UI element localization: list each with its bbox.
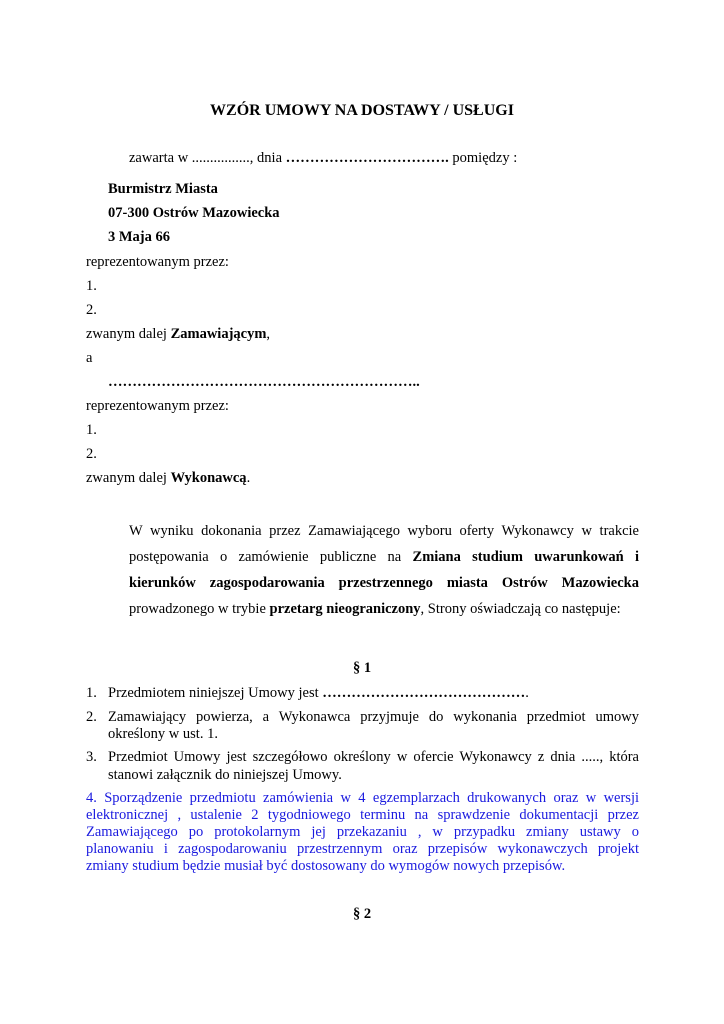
item-1-text-a: Przedmiotem niniejszej Umowy jest bbox=[108, 685, 323, 701]
item-2-number: 2. bbox=[86, 709, 97, 725]
party1-represented: reprezentowanym przez: bbox=[86, 254, 229, 270]
party1-called bbox=[86, 326, 270, 343]
item-4-line-5: zmiany studium będzie musiał być dostosowany do wymogów nowych przepisów. bbox=[86, 858, 566, 874]
party1-called-suffix: , bbox=[266, 326, 271, 342]
preamble-line-2 bbox=[129, 549, 639, 566]
item-1-text-c: . bbox=[525, 685, 529, 701]
section-1-heading: § 1 bbox=[352, 660, 372, 676]
party2-rep-1: 1. bbox=[86, 422, 97, 438]
preamble-line-4-c: , Strony oświadczają co następuje: bbox=[420, 601, 621, 617]
preamble-line-4 bbox=[129, 601, 621, 618]
preamble-line-4-a: prowadzonego w trybie bbox=[129, 601, 270, 617]
party1-called-prefix: zwanym dalej bbox=[86, 326, 171, 342]
party2-called-suffix: . bbox=[246, 470, 251, 486]
party1-postal: 07-300 Ostrów Mazowiecka bbox=[108, 205, 280, 221]
preamble-line-3: kierunków zagospodarowania przestrzennego miasta Ostrów Mazowiecka bbox=[129, 575, 639, 591]
item-2-line-2: określony w ust. 1. bbox=[108, 726, 218, 742]
party2-dots: ……………………………………………………….. bbox=[108, 374, 420, 390]
intro-prefix: zawarta w ................, dnia bbox=[129, 150, 286, 166]
item-3-line-2: stanowi załącznik do niniejszej Umowy. bbox=[108, 767, 342, 783]
preamble-line-1: W wyniku dokonania przez Zamawiającego wyboru oferty Wykonawcy w trakcie bbox=[129, 523, 639, 539]
party2-called-name: Wykonawcą bbox=[170, 470, 247, 486]
item-1-number: 1. bbox=[86, 685, 97, 701]
intro-date-dots: ……………………………. bbox=[285, 150, 449, 166]
preamble-line-2-a: postępowania o zamówienie publiczne na bbox=[129, 549, 413, 565]
party1-street: 3 Maja 66 bbox=[108, 229, 171, 245]
item-4-line-1: 4. Sporządzenie przedmiotu zamówienia w 4 egzemplarzach drukowanych oraz w wersji bbox=[86, 790, 639, 806]
item-4-line-4: planowaniu i zagospodarowaniu przestrzennym oraz przepisów wykonawczych projekt bbox=[86, 841, 639, 857]
item-4-line-3: Zamawiającego po protokolarnym jej przekazaniu , w przypadku zmiany ustawy o bbox=[86, 824, 639, 840]
party2-called bbox=[86, 470, 250, 487]
preamble-line-4-b: przetarg nieograniczony bbox=[269, 601, 421, 617]
party1-rep-1: 1. bbox=[86, 278, 97, 294]
document-title: WZÓR UMOWY NA DOSTAWY / USŁUGI bbox=[210, 102, 514, 119]
party1-rep-2: 2. bbox=[86, 302, 97, 318]
party1-name: Burmistrz Miasta bbox=[108, 181, 218, 197]
party1-called-name: Zamawiającym bbox=[170, 326, 267, 342]
item-3-line-1: Przedmiot Umowy jest szczegółowo określony w ofercie Wykonawcy z dnia ....., która bbox=[108, 749, 639, 765]
item-3-number: 3. bbox=[86, 749, 97, 765]
item-1-dots: …………………………………… bbox=[322, 685, 526, 701]
party2-rep-2: 2. bbox=[86, 446, 97, 462]
intro-suffix: pomiędzy : bbox=[448, 150, 518, 166]
and-text: a bbox=[86, 350, 93, 366]
party2-called-prefix: zwanym dalej bbox=[86, 470, 171, 486]
preamble-line-2-b: Zmiana studium uwarunkowań i bbox=[412, 549, 639, 565]
item-4-line-2: elektronicznej , ustalenie 2 tygodniowego terminu na sprawdzenie dokumentacji przez bbox=[86, 807, 639, 823]
item-1-text bbox=[108, 685, 639, 702]
item-2-line-1: Zamawiający powierza, a Wykonawca przyjmuje do wykonania przedmiot umowy bbox=[108, 709, 639, 725]
section-2-heading: § 2 bbox=[352, 906, 372, 922]
intro-line bbox=[129, 150, 517, 167]
party2-represented: reprezentowanym przez: bbox=[86, 398, 229, 414]
